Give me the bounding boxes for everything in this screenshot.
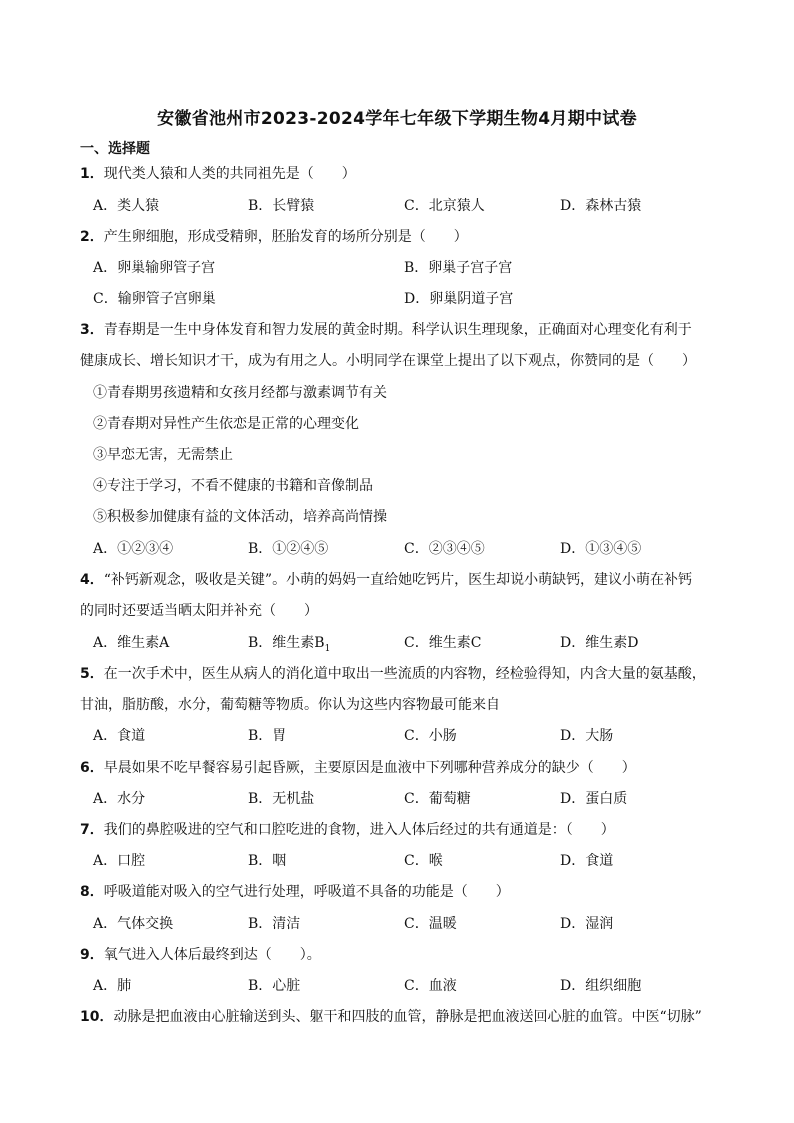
option-c: C．血液 — [404, 978, 457, 994]
option-a: A．口腔 — [93, 853, 146, 869]
statement-4: ④专注于学习，不看不健康的书籍和音像制品 — [93, 478, 373, 494]
question-text: 呼吸道能对吸入的空气进行处理，呼吸道不具备的功能是（ ） — [103, 884, 510, 900]
option-a: A．气体交换 — [93, 916, 174, 932]
option-d: D．湿润 — [560, 916, 614, 932]
question-text-continued: 健康成长、增长知识才干，成为有用之人。小明同学在课堂上提出了以下观点，你赞同的是（ ） — [80, 353, 696, 369]
option-c: C．葡萄糖 — [404, 791, 471, 807]
option-b — [248, 634, 330, 658]
option-a: A．卵巢输卵管子宫 — [93, 260, 216, 276]
question-number: 10． — [80, 1009, 114, 1025]
statement-5: ⑤积极参加健康有益的文体活动，培养高尚情操 — [93, 509, 387, 525]
page-title: 安徽省池州市2023-2024学年七年级下学期生物4月期中试卷 — [157, 109, 637, 129]
option-b: B．胃 — [248, 728, 287, 744]
option-c: C．②③④⑤ — [404, 541, 485, 557]
question-10 — [80, 1008, 702, 1026]
option-b: B．心脏 — [248, 978, 301, 994]
question-text: 现代类人猿和人类的共同祖先是（ ） — [103, 166, 356, 182]
question-number: 8． — [80, 884, 104, 900]
option-c: C．输卵管子宫卵巢 — [93, 291, 216, 307]
statement-2: ②青春期对异性产生依恋是正常的心理变化 — [93, 416, 359, 432]
option-d: D．食道 — [560, 853, 614, 869]
question-7 — [80, 821, 615, 839]
question-text: 青春期是一生中身体发育和智力发展的黄金时期。科学认识生理现象，正确面对心理变化有利于 — [103, 322, 692, 338]
option-b: B．无机盐 — [248, 791, 315, 807]
option-d: D．组织细胞 — [560, 978, 642, 994]
question-number: 3． — [80, 322, 104, 338]
option-a: A．类人猿 — [93, 198, 160, 214]
option-d: D．①③④⑤ — [560, 541, 642, 557]
option-d: D．蛋白质 — [560, 791, 628, 807]
question-number: 9． — [80, 947, 104, 963]
option-a: A．①②③④ — [93, 541, 174, 557]
question-2 — [80, 228, 468, 246]
question-number: 1． — [80, 166, 104, 182]
statement-1: ①青春期男孩遗精和女孩月经都与激素调节有关 — [93, 385, 387, 401]
question-8 — [80, 883, 510, 901]
option-b: B．咽 — [248, 853, 287, 869]
option-b: B．清洁 — [248, 916, 301, 932]
option-c: C．北京猿人 — [404, 198, 485, 214]
question-number: 4． — [80, 572, 104, 588]
option-d: D．森林古猿 — [560, 198, 642, 214]
question-text: 产生卵细胞，形成受精卵，胚胎发育的场所分别是（ ） — [103, 229, 468, 245]
question-number: 2． — [80, 229, 104, 245]
option-c: C．小肠 — [404, 728, 457, 744]
question-3 — [80, 321, 692, 339]
option-b: B．长臂猿 — [248, 198, 315, 214]
question-9 — [80, 946, 321, 964]
question-text: “补钙新观念，吸收是关键”。小萌的妈妈一直给她吃钙片，医生却说小萌缺钙，建议小萌在补钙 — [103, 572, 693, 588]
option-a: A．水分 — [93, 791, 146, 807]
question-text-continued: 甘油，脂肪酸，水分，葡萄糖等物质。你认为这些内容物最可能来自 — [80, 697, 500, 713]
option-b-text: B．维生素B — [248, 635, 325, 651]
question-number: 5． — [80, 666, 104, 682]
question-number: 6． — [80, 760, 104, 776]
question-text: 氧气进入人体后最终到达（ ）。 — [103, 947, 321, 963]
section-heading: 一、选择题 — [80, 141, 150, 157]
option-a: A．食道 — [93, 728, 146, 744]
question-number: 7． — [80, 822, 104, 838]
option-c: C．维生素C — [404, 635, 482, 651]
statement-3: ③早恋无害，无需禁止 — [93, 447, 233, 463]
question-text: 早晨如果不吃早餐容易引起昏厥，主要原因是血液中下列哪种营养成分的缺少（ ） — [103, 760, 636, 776]
subscript: 1 — [324, 643, 331, 654]
option-c: C．喉 — [404, 853, 443, 869]
question-6 — [80, 759, 636, 777]
question-text: 我们的鼻腔吸进的空气和口腔吃进的食物，进入人体后经过的共有通道是：（ ） — [103, 822, 615, 838]
option-d: D．大肠 — [560, 728, 614, 744]
question-5 — [80, 665, 706, 683]
option-a: A．维生素A — [93, 635, 170, 651]
question-1 — [80, 165, 356, 183]
question-4 — [80, 571, 692, 589]
option-b: B．①②④⑤ — [248, 541, 329, 557]
option-d: D．维生素D — [560, 635, 639, 651]
option-b: B．卵巢子宫子宫 — [404, 260, 513, 276]
option-d: D．卵巢阴道子宫 — [404, 291, 514, 307]
question-text: 在一次手术中，医生从病人的消化道中取出一些流质的内容物，经检验得知，内含大量的氨基酸， — [103, 666, 706, 682]
option-c: C．温暖 — [404, 916, 457, 932]
question-text-continued: 的同时还要适当晒太阳并补充（ ） — [80, 603, 318, 619]
question-text: 动脉是把血液由心脏输送到头、躯干和四肢的血管，静脉是把血液送回心脏的血管。中医“切脉” — [113, 1009, 702, 1025]
option-a: A．肺 — [93, 978, 132, 994]
